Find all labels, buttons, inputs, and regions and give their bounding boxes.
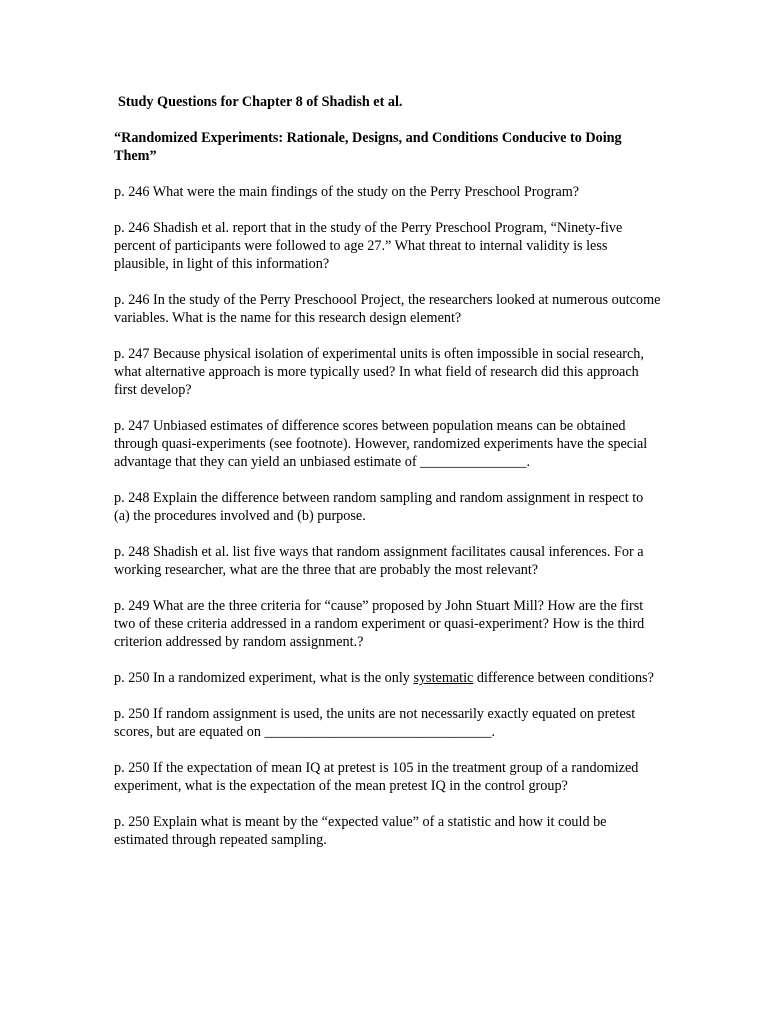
study-question: p. 246 In the study of the Perry Preschoool Project, the researchers looked at numerous outcome variables. What is the name for this research design element? [114,292,661,326]
question-text: difference between conditions? [473,670,654,686]
document-body [114,93,662,867]
question-text: p. 250 In a randomized experiment, what is the only [114,670,414,686]
study-question: p. 250 If the expectation of mean IQ at pretest is 105 in the treatment group of a randomized experiment, what is the expectation of the mean pretest IQ in the control group? [114,760,639,794]
study-question: p. 250 Explain what is meant by the “expected value” of a statistic and how it could be estimated through repeated sampling. [114,814,607,848]
study-question-systematic [114,669,662,687]
study-question: p. 249 What are the three criteria for “cause” proposed by John Stuart Mill? How are the first two of these criteria addressed in a random experiment or quasi-experiment? How is the third criterion addressed by random assignment.? [114,598,645,650]
study-question: p. 247 Because physical isolation of experimental units is often impossible in social research, what alternative approach is more typically used? In what field of research did this approach first develop? [114,346,644,398]
study-question: p. 248 Explain the difference between random sampling and random assignment in respect to (a) the procedures involved and (b) purpose. [114,490,644,524]
study-question: p. 248 Shadish et al. list five ways that random assignment facilitates causal inferences. For a working researcher, what are the three that are probably the most relevant? [114,544,644,578]
document-title: Study Questions for Chapter 8 of Shadish et al. [118,94,403,110]
study-question: p. 247 Unbiased estimates of difference scores between population means can be obtained through quasi-experiments (see footnote). However, randomized experiments have the special advantage that they can yield an unbiased estimate of _______________. [114,418,648,470]
study-question: p. 246 What were the main findings of the study on the Perry Preschool Program? [114,184,580,200]
chapter-subtitle: “Randomized Experiments: Rationale, Designs, and Conditions Conducive to Doing Them” [114,130,622,164]
study-question: p. 250 If random assignment is used, the units are not necessarily exactly equated on pretest scores, but are equated on ________________________________. [114,706,636,740]
underlined-word: systematic [413,670,474,686]
study-question: p. 246 Shadish et al. report that in the study of the Perry Preschool Program, “Ninety-five percent of participants were followed to age 27.” What threat to internal validity is less plausible, in light of this information? [114,220,623,272]
